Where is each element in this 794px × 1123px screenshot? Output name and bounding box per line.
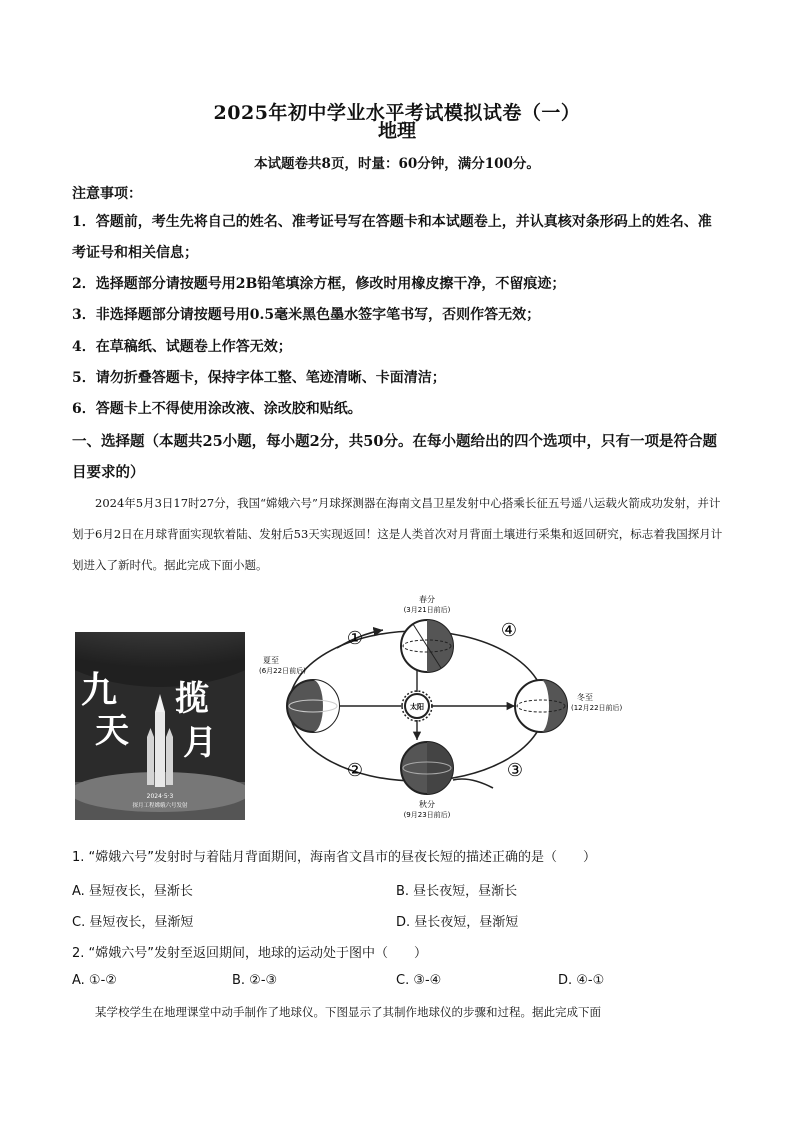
answer-option[interactable]: A. ①-② bbox=[72, 973, 117, 988]
answer-option[interactable]: B. ②-③ bbox=[232, 973, 278, 988]
notice-title: 注意事项： bbox=[72, 186, 142, 202]
summer-label: 夏至 bbox=[263, 656, 279, 665]
exam-info: 本试题卷共8页，时量：60分钟，满分100分。 bbox=[254, 156, 540, 172]
stage-marker: ③ bbox=[506, 760, 524, 781]
calligraphy-text: 揽 bbox=[175, 679, 209, 719]
earth-winter-icon bbox=[515, 680, 567, 732]
answer-option[interactable]: C. ③-④ bbox=[396, 973, 442, 988]
calligraphy-text: 天 bbox=[95, 711, 129, 751]
question-stem: 1. “嫦娥六号”发射时与着陆月背面期间，海南省文昌市的昼夜长短的描述正确的是（ ） bbox=[72, 850, 597, 865]
spring-date: (3月21日前后) bbox=[403, 606, 451, 614]
stage-marker: ④ bbox=[500, 620, 518, 641]
notice-item: 4．在草稿纸、试题卷上作答无效； bbox=[72, 339, 292, 355]
chang-e-poster-image bbox=[75, 632, 245, 820]
spring-label: 春分 bbox=[419, 595, 435, 604]
earth-autumn-icon bbox=[401, 742, 453, 794]
answer-option[interactable]: B. 昼长夜短，昼渐长 bbox=[396, 884, 518, 899]
stage-marker: ② bbox=[346, 760, 364, 781]
poster-caption: 探月工程嫦娥六号发射 bbox=[132, 803, 188, 809]
section-heading: 一、选择题（本题共25小题，每小题2分，共50分。在每小题给出的四个选项中，只有一项是符合题目要求的） bbox=[72, 433, 717, 481]
answer-option[interactable]: C. 昼短夜长，昼渐短 bbox=[72, 915, 194, 930]
question-stem: 2. “嫦娥六号”发射至返回期间，地球的运动处于图中（ ） bbox=[72, 946, 428, 961]
calligraphy-text: 月 bbox=[183, 723, 217, 763]
stage-marker: ① bbox=[346, 628, 364, 649]
notice-item: 3．非选择题部分请按题号用0.5毫米黑色墨水签字笔书写，否则作答无效； bbox=[72, 307, 541, 323]
earth-spring-icon bbox=[401, 620, 453, 672]
answer-option[interactable]: A. 昼短夜长，昼渐长 bbox=[72, 884, 193, 899]
reading-passage: 2024年5月3日17时27分，我国“嫦娥六号”月球探测器在海南文昌卫星发射中心搭乘长征五号遥八运载火箭成功发射，并计划于6月2日在月球背面实现软着陆、发射后53天实现返回！这是人类首次对月背面土壤进行采集和返回研究，标志着我国探月计划进入了新时代。据此完成下面小题。 bbox=[72, 496, 723, 572]
answer-option[interactable]: D. 昼长夜短，昼渐短 bbox=[396, 915, 519, 930]
autumn-label: 秋分 bbox=[419, 800, 435, 809]
notice-item: 5．请勿折叠答题卡，保持字体工整、笔迹清晰、卡面清洁； bbox=[72, 370, 446, 386]
earth-summer-icon bbox=[287, 680, 339, 732]
exam-title: 2025年初中学业水平考试模拟试卷（一） bbox=[213, 102, 581, 124]
calligraphy-text: 九 bbox=[81, 669, 118, 711]
winter-label: 冬至 bbox=[577, 693, 593, 702]
next-passage: 某学校学生在地理课堂中动手制作了地球仪。下图显示了其制作地球仪的步骤和过程。据此完成下面 bbox=[95, 1005, 601, 1019]
notice-item: 1．答题前，考生先将自己的姓名、准考证号写在答题卡和本试题卷上，并认真核对条形码上的姓名、准考证号和相关信息； bbox=[72, 214, 712, 261]
sun-label: 太阳 bbox=[410, 703, 424, 711]
answer-option[interactable]: D. ④-① bbox=[558, 973, 605, 988]
winter-date: (12月22日前后) bbox=[571, 704, 623, 712]
summer-date: (6月22日前后) bbox=[259, 667, 306, 675]
notice-item: 2．选择题部分请按题号用2B铅笔填涂方框，修改时用橡皮擦干净，不留痕迹； bbox=[72, 276, 566, 292]
subject-title: 地理 bbox=[377, 120, 416, 142]
earth-orbit-diagram bbox=[255, 588, 655, 823]
autumn-date: (9月23日前后) bbox=[403, 811, 451, 819]
sun-icon bbox=[402, 691, 432, 721]
notice-item: 6．答题卡上不得使用涂改液、涂改胶和贴纸。 bbox=[72, 401, 362, 417]
poster-date: 2024·5·3 bbox=[146, 793, 174, 800]
